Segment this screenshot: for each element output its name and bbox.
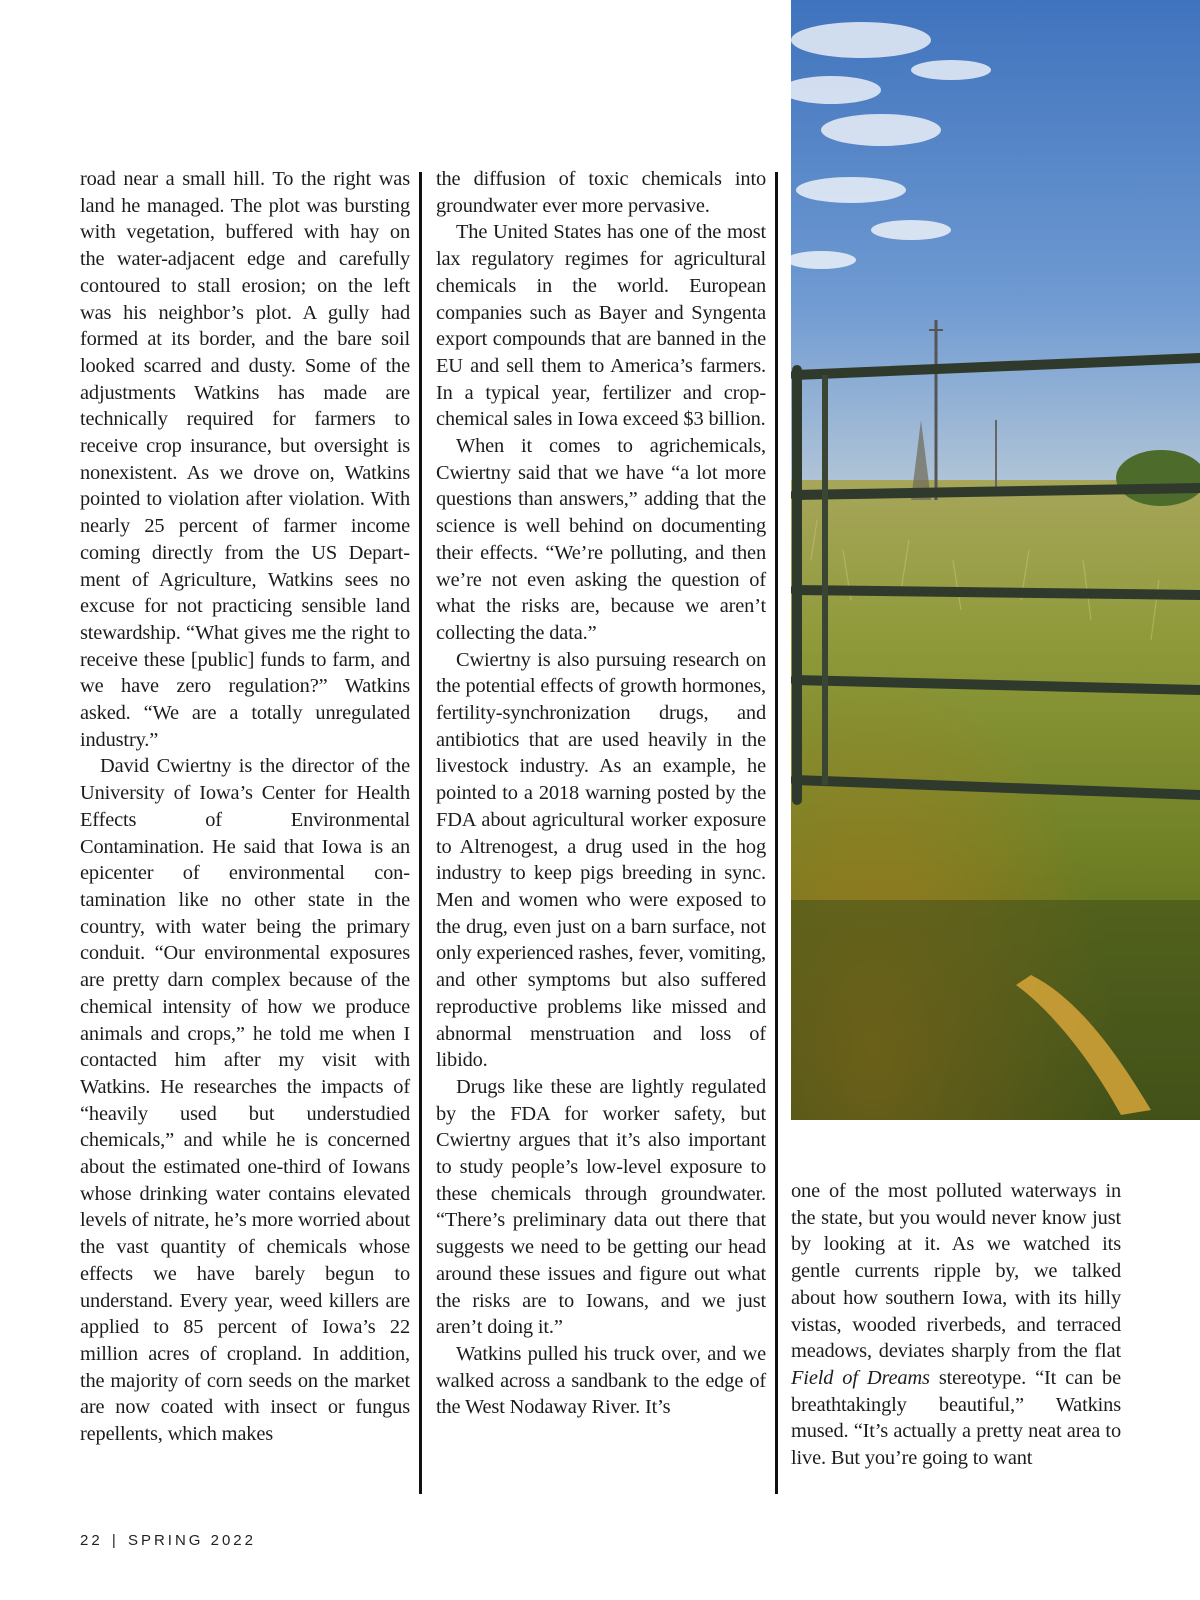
col3-text-a: one of the most polluted waterways in the state, but you would never know just by looking at it. As we watched its gentle currents ripple by, we talked about how southern Iowa, with its hilly vistas, wooded riverbeds, and terraced meadows, deviates sharply from the flat <box>791 1180 1121 1363</box>
footer-separator: | <box>111 1532 119 1549</box>
article-column-1 <box>80 166 410 1448</box>
col1-paragraph-1: road near a small hill. To the right was land he managed. The plot was bursting with vegetation, buffered with hay on the water-adjacent edge and carefully contoured to stall erosion; on the left was his neighbor’s plot. A gully had formed at its border, and the bare soil looked scarred and dusty. Some of the adjustments Watkins has made are technically required for farmers to receive crop insurance, but oversight is nonexistent. As we drove on, Watkins pointed to violation after violation. With nearly 25 percent of farmer income coming directly from the US Department of Agriculture, Watkins sees no excuse for not practicing sensible land stewardship. “What gives me the right to receive these [public] funds to farm, and we have zero regulation?” Watkins asked. “We are a totally unregulated industry.” <box>80 168 410 751</box>
col2-paragraph-1: the diffusion of toxic chemicals into groundwater ever more pervasive. <box>436 168 766 217</box>
col1-paragraph-2: David Cwiertny is the director of the University of Iowa’s Center for Health Effects of Environmental Contamination. He said that Iowa is an epicenter of environmental contamination like no other state in the country, with water being the primary conduit. “Our environmental exposures are pretty darn complex because of the chemical intensity of how we produce animals and crops,” he told me when I contacted him after my visit with Watkins. He researches the impacts of “heavily used but understudied chemicals,” and while he is concerned about the estimated one-third of Iowans whose drinking water contains elevated levels of nitrate, he’s more worried about the vast quantity of chemicals whose effects we have barely begun to understand. Every year, weed killers are applied to 85 percent of Iowa’s 22 million acres of cropland. In addition, the majority of corn seeds on the market are now coated with insect or fungus repellents, which makes <box>80 755 410 1446</box>
col2-paragraph-2: The United States has one of the most lax regulatory regimes for agricultural chemicals in the world. European companies such as Bayer and Syngenta export compounds that are banned in the EU and sell them to America’s farmers. In a typical year, fertilizer and crop-chemical sales in Iowa exceed $3 billion. <box>436 221 766 431</box>
col2-paragraph-5: Drugs like these are lightly regulated by the FDA for worker safety, but Cwiertny argues that it’s also important to study people’s low-level exposure to these chemicals through groundwater. “There’s preliminary data out there that suggests we need to be getting our head around these issues and figure out what the risks are to Iowans, and we just aren’t doing it.” <box>436 1075 766 1339</box>
article-column-3 <box>791 1178 1121 1472</box>
field-gate-photo <box>791 0 1200 1120</box>
col2-paragraph-4: Cwiertny is also pursuing research on the potential effects of growth hormones, fertility-synchronization drugs, and antibiotics that are used heavily in the livestock industry. As an example, he pointed to a 2018 warning posted by the FDA about agricultural worker exposure to Altrenogest, a drug used in the hog industry to keep pigs breeding in sync. Men and women who were exposed to the drug, even just on a barn surface, not only experienced rashes, fever, vomiting, and other symptoms but also suffered reproductive problems like missed and abnormal menstruation and loss of libido. <box>436 648 766 1072</box>
issue-label: SPRING 2022 <box>127 1532 256 1549</box>
article-column-2 <box>436 166 766 1421</box>
column-rule-left <box>419 172 422 1494</box>
col3-text-b: stereotype. “It can be breathtakingly beautiful,” Watkins mused. “It’s actually a pretty neat area to live. But you’re going to want <box>791 1366 1121 1470</box>
col2-paragraph-3: When it comes to agrichemicals, Cwiertny said that we have “a lot more questions than answers,” adding that the science is well behind on documenting their effects. “We’re polluting, and then we’re not even asking the question of what the risks are, because we aren’t collecting the data.” <box>436 435 766 644</box>
col3-text-italic: Field of Dreams <box>791 1366 930 1389</box>
page-number: 22 <box>80 1532 103 1549</box>
page-footer <box>80 1532 256 1549</box>
column-rule-right <box>775 172 778 1494</box>
col3-paragraph-1 <box>791 1178 1121 1472</box>
col2-paragraph-6: Watkins pulled his truck over, and we walked across a sandbank to the edge of the West Nodaway River. It’s <box>436 1342 766 1419</box>
field-gate-illustration <box>791 0 1200 1120</box>
